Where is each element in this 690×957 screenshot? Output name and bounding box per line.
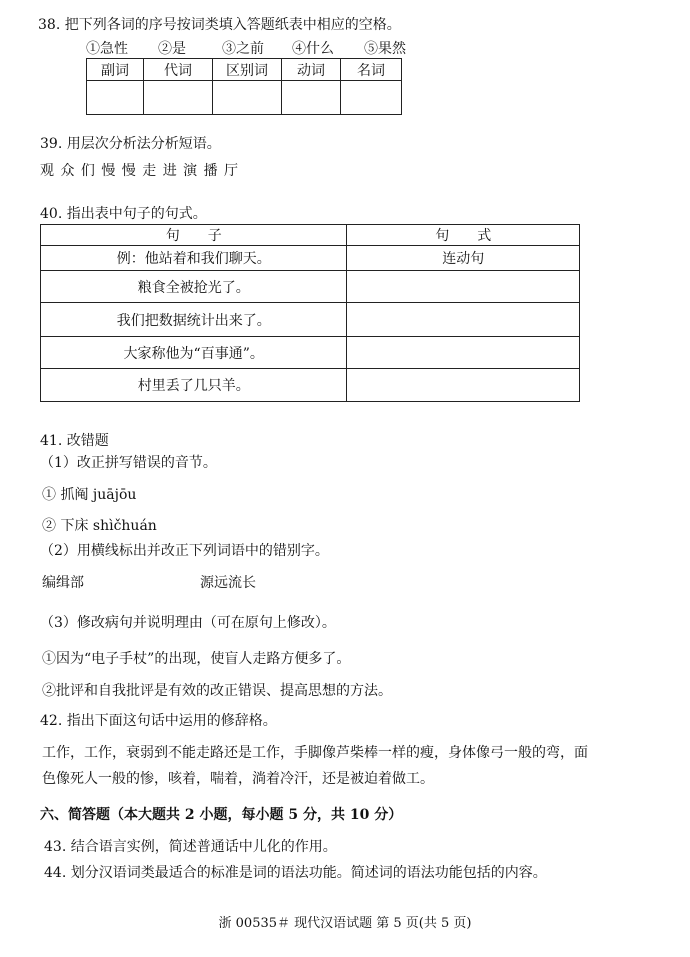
section6-title: 六、简答题（本大题共 2 小题，每小题 5 分，共 10 分）: [40, 807, 403, 823]
q40-row-sentence: 我们把数据统计出来了。: [41, 303, 347, 337]
q41-title: 41. 改错题: [40, 433, 109, 449]
q38-question: 38. 把下列各词的序号按词类填入答题纸表中相应的空格。: [38, 17, 401, 33]
q38-header-verb: 动词: [282, 59, 341, 81]
q41-part2-word2: 源远流长: [200, 575, 256, 591]
q38-option-3: ③之前: [222, 41, 264, 57]
q41-part2: （2）用横线标出并改正下列词语中的错别字。: [40, 543, 329, 559]
q44-question: 44. 划分汉语词类最适合的标准是词的语法功能。简述词的语法功能包括的内容。: [44, 865, 547, 881]
q42-question: 42. 指出下面这句话中运用的修辞格。: [40, 713, 277, 729]
q38-answer-cell: [144, 81, 213, 115]
q42-text-line1: 工作，工作，衰弱到不能走路还是工作，手脚像芦柴棒一样的瘦，身体像弓一般的弯，面: [42, 745, 588, 761]
q41-part1-item2: ② 下床 shìčhuán: [42, 518, 157, 534]
q41-part3: （3）修改病句并说明理由（可在原句上修改）。: [40, 615, 336, 631]
q38-header-noun: 名词: [341, 59, 402, 81]
q39-question: 39. 用层次分析法分析短语。: [40, 136, 221, 152]
q40-row-sentence: 大家称他为“百事通”。: [41, 337, 347, 369]
q38-option-1: ①急性: [86, 41, 128, 57]
q38-option-2: ②是: [158, 41, 186, 57]
q43-question: 43. 结合语言实例，简述普通话中儿化的作用。: [44, 839, 337, 855]
q38-header-adverb: 副词: [87, 59, 144, 81]
q38-header-pronoun: 代词: [144, 59, 213, 81]
q40-row-sentence: 村里丢了几只羊。: [41, 369, 347, 402]
q41-part3-item1: ①因为“电子手杖”的出现，使盲人走路方便多了。: [42, 651, 351, 667]
q40-table: [40, 224, 580, 402]
q38-option-5: ⑤果然: [364, 41, 406, 57]
q42-text-line2: 色像死人一般的惨，咳着，喘着，淌着冷汗，还是被迫着做工。: [42, 771, 434, 787]
q40-row-pattern: [347, 303, 580, 337]
q40-question: 40. 指出表中句子的句式。: [40, 206, 207, 222]
q40-row-pattern: [347, 337, 580, 369]
page-footer: 浙 00535＃ 现代汉语试题 第 5 页(共 5 页): [218, 916, 472, 931]
q38-option-4: ④什么: [292, 41, 334, 57]
q38-answer-cell: [213, 81, 282, 115]
q40-row-pattern: 连动句: [347, 246, 580, 271]
q40-row-pattern: [347, 369, 580, 402]
q40-row-pattern: [347, 271, 580, 303]
q41-part1-item1: ① 抓阄 juājōu: [42, 487, 137, 503]
q38-header-distinguishing-word: 区别词: [213, 59, 282, 81]
q40-header-sentence: 句 子: [41, 225, 347, 246]
q41-part2-word1: 编缉部: [42, 575, 84, 591]
q38-table: [86, 58, 402, 115]
q38-answer-cell: [87, 81, 144, 115]
q41-part1: （1）改正拼写错误的音节。: [40, 455, 217, 471]
q40-header-pattern: 句 式: [347, 225, 580, 246]
q40-row-sentence: 粮食全被抢光了。: [41, 271, 347, 303]
q40-row-sentence: 例：他站着和我们聊天。: [41, 246, 347, 271]
q39-phrase: 观 众 们 慢 慢 走 进 演 播 厅: [40, 163, 240, 179]
q38-answer-cell: [282, 81, 341, 115]
q41-part3-item2: ②批评和自我批评是有效的改正错误、提高思想的方法。: [42, 683, 392, 699]
q38-answer-cell: [341, 81, 402, 115]
